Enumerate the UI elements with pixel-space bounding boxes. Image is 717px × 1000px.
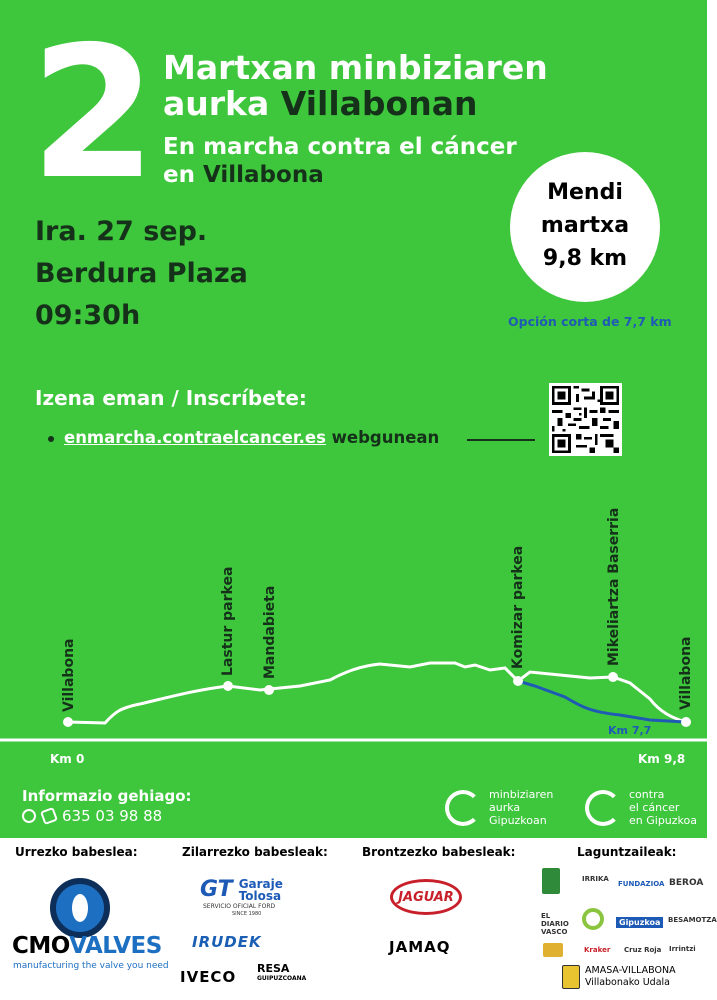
jaguar-logo: JAGUAR <box>390 879 462 915</box>
qr-code-icon[interactable] <box>549 383 622 456</box>
garaje-tolosa-logo: GT Garaje Tolosa <box>200 876 283 903</box>
waypoint-marker <box>223 681 233 691</box>
collaborator-logo: EL DIARIO VASCO <box>541 912 569 936</box>
event-date: Ira. 27 sep. <box>35 216 208 247</box>
organizer-es-line: contra <box>629 788 665 801</box>
whatsapp-icon <box>22 809 36 823</box>
organizer-symbol-icon <box>585 790 621 826</box>
title-line-1: Martxan minbiziaren <box>163 48 548 87</box>
collaborator-badge-icon <box>543 943 563 957</box>
organizer-symbol-icon <box>445 790 481 826</box>
contact-heading: Informazio gehiago: <box>22 787 192 805</box>
event-time: 09:30h <box>35 300 141 331</box>
short-option-note: Opción corta de 7,7 km <box>508 314 672 329</box>
garaje-tolosa-sub: SERVICIO OFICIAL FORD <box>203 903 276 910</box>
pointer-line <box>467 439 535 441</box>
organizer-eu-line: minbiziaren <box>489 788 554 801</box>
waypoint-label: Villabona <box>678 636 694 710</box>
collaborator-shield-icon <box>542 868 560 894</box>
short-route-line <box>518 681 686 722</box>
registration-link[interactable]: enmarcha.contraelcancer.es <box>64 428 326 447</box>
silver-sponsor-heading: Zilarrezko babesleak: <box>182 845 328 859</box>
collaborator-logo: Irrintzi <box>669 945 696 953</box>
subtitle-line-2: en Villabona <box>163 162 324 188</box>
cmo-valves-tagline: manufacturing the valve you need <box>13 961 169 971</box>
jamaq-logo: JAMAQ <box>389 938 451 956</box>
registration-heading: Izena eman / Inscríbete: <box>35 386 307 410</box>
km-start-label: Km 0 <box>50 752 85 766</box>
collaborator-logo: Kraker <box>584 946 611 954</box>
registration-item <box>48 428 439 447</box>
km-end-label: Km 9,8 <box>638 752 686 766</box>
subtitle-line-1: En marcha contra el cáncer <box>163 134 517 160</box>
garaje-tolosa-since: SINCE 1980 <box>232 911 262 917</box>
bronze-sponsor-heading: Brontzezko babesleak: <box>362 845 516 859</box>
collaborator-logo: BESAMOTZA <box>668 916 717 924</box>
town-council-logo: AMASA-VILLABONA Villabonako Udala <box>585 965 676 988</box>
collaborator-logo: BEROA <box>669 878 704 888</box>
town-shield-icon <box>562 965 580 989</box>
organizer-eu-line: aurka <box>489 801 521 814</box>
route-badge-line-1: Mendi <box>547 180 623 205</box>
contact-phone[interactable] <box>22 807 162 825</box>
cmo-valves-wordmark: CMOVALVES <box>12 933 162 959</box>
edition-number: 2 <box>30 7 157 219</box>
waypoint-marker <box>513 676 523 686</box>
collaborators-heading: Laguntzaileak: <box>577 845 677 859</box>
waypoint-marker <box>681 717 691 727</box>
collaborator-logo: Gipuzkoa <box>616 917 663 928</box>
phone-number: 635 03 98 88 <box>62 807 163 825</box>
organizer-logo-es <box>585 788 697 827</box>
iveco-logo: IVECO <box>180 968 237 986</box>
organizer-es-line: el cáncer <box>629 801 680 814</box>
collaborator-logo: FUNDAZIOA <box>618 880 665 888</box>
main-route-line <box>68 663 686 723</box>
subtitle-town: Villabona <box>202 162 324 188</box>
collaborator-logo: IRRIKA <box>582 875 609 883</box>
resa-logo: RESA GUIPUZCOANA <box>257 962 307 982</box>
organizer-eu-line: Gipuzkoan <box>489 814 547 827</box>
waypoint-label: Villabona <box>61 638 77 712</box>
waypoint-marker <box>608 672 618 682</box>
route-badge <box>510 152 660 302</box>
registration-suffix: webgunean <box>325 428 440 447</box>
elevation-profile <box>0 480 707 780</box>
route-badge-line-2: martxa <box>540 213 630 238</box>
collaborator-ring-icon <box>582 908 604 930</box>
waypoint-marker <box>264 685 274 695</box>
organizer-es-line: en Gipuzkoa <box>629 814 697 827</box>
bullet-icon <box>48 436 54 442</box>
title-town: Villabonan <box>280 84 478 123</box>
phone-icon <box>40 807 58 825</box>
km-short-label: Km 7,7 <box>608 724 652 737</box>
title-line-2: aurka Villabonan <box>163 84 478 123</box>
waypoint-label: Lastur parkea <box>220 566 236 676</box>
event-place: Berdura Plaza <box>35 258 248 289</box>
gt-mark: GT <box>200 877 233 902</box>
gold-sponsor-heading: Urrezko babeslea: <box>15 845 138 859</box>
waypoint-label: Komizar parkea <box>510 545 526 669</box>
waypoint-label: Mandabieta <box>262 585 278 679</box>
cmo-valves-logo-icon <box>50 878 110 938</box>
waypoint-label: Mikeliartza Baserria <box>606 507 622 666</box>
collaborator-logo: Cruz Roja <box>624 946 662 954</box>
waypoint-marker <box>63 717 73 727</box>
organizer-logo-eu <box>445 788 553 827</box>
irudek-logo: IRUDEK <box>192 933 262 951</box>
route-badge-distance: 9,8 km <box>542 246 628 271</box>
